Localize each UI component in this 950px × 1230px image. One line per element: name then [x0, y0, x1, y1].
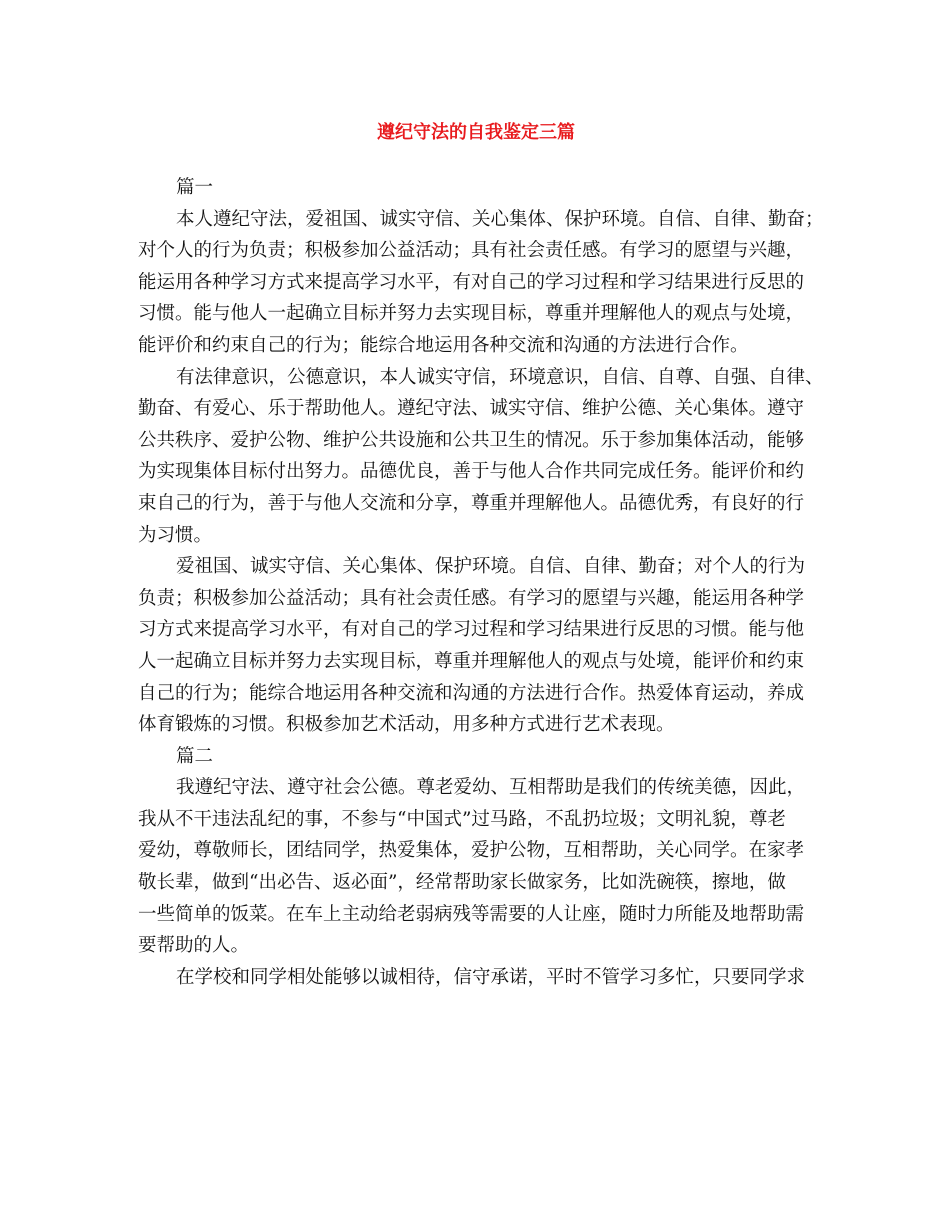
- text-line: 要帮助的人。: [138, 935, 250, 957]
- document-title: 遵纪守法的自我鉴定三篇: [377, 122, 575, 143]
- text-line: 我从不干违法乱纪的事，不参与“中国式”过马路，不乱扔垃圾；文明礼貌，尊老: [138, 808, 786, 830]
- text-line: 本人遵纪守法，爱祖国、诚实守信、关心集体、保护环境。自信、自律、勤奋；: [176, 208, 824, 230]
- text-line: 束自己的行为，善于与他人交流和分享，尊重并理解他人。品德优秀，有良好的行: [138, 492, 805, 514]
- text-line: 篇一: [176, 177, 214, 198]
- text-line: 在学校和同学相处能够以诚相待，信守承诺，平时不管学习多忙，只要同学求: [176, 966, 806, 988]
- text-line: 一些简单的饭菜。在车上主动给老弱病残等需要的人让座，随时力所能及地帮助需: [138, 903, 805, 925]
- text-line: 敬长辈，做到“出必告、返必面”，经常帮助家长做家务，比如洗碗筷，擦地，做: [138, 872, 786, 894]
- text-line: 人一起确立目标并努力去实现目标，尊重并理解他人的观点与处境，能评价和约束: [138, 650, 805, 672]
- text-line: 体育锻炼的习惯。积极参加艺术活动，用多种方式进行艺术表现。: [138, 714, 675, 736]
- text-line: 能评价和约束自己的行为；能综合地运用各种交流和沟通的方法进行合作。: [138, 334, 749, 356]
- document-body: [138, 172, 824, 993]
- text-line: 篇二: [176, 745, 214, 767]
- text-line: 爱幼，尊敬师长，团结同学，热爱集体，爱护公物，互相帮助，关心同学。在家孝: [138, 840, 805, 862]
- text-line: 我遵纪守法、遵守社会公德。尊老爱幼、互相帮助是我们的传统美德，因此，: [176, 777, 806, 799]
- text-line: 爱祖国、诚实守信、关心集体、保护环境。自信、自律、勤奋；对个人的行为: [176, 556, 806, 578]
- text-line: 习方式来提高学习水平，有对自己的学习过程和学习结果进行反思的习惯。能与他: [138, 619, 805, 641]
- document-page: [138, 118, 824, 993]
- text-line: 习惯。能与他人一起确立目标并努力去实现目标，尊重并理解他人的观点与处境，: [138, 303, 805, 325]
- text-line: 有法律意识，公德意识，本人诚实守信，环境意识，自信、自尊、自强、自律、: [176, 366, 824, 388]
- text-line: 为实现集体目标付出努力。品德优良，善于与他人合作共同完成任务。能评价和约: [138, 461, 805, 483]
- text-line: 勤奋、有爱心、乐于帮助他人。遵纪守法、诚实守信、维护公德、关心集体。遵守: [138, 398, 805, 420]
- text-line: 公共秩序、爱护公物、维护公共设施和公共卫生的情况。乐于参加集体活动，能够: [138, 429, 805, 451]
- text-line: 为习惯。: [138, 524, 213, 546]
- text-line: 能运用各种学习方式来提高学习水平，有对自己的学习过程和学习结果进行反思的: [138, 271, 805, 293]
- text-line: 对个人的行为负责；积极参加公益活动；具有社会责任感。有学习的愿望与兴趣，: [138, 240, 805, 262]
- text-line: 负责；积极参加公益活动；具有社会责任感。有学习的愿望与兴趣，能运用各种学: [138, 587, 805, 609]
- text-line: 自己的行为；能综合地运用各种交流和沟通的方法进行合作。热爱体育运动，养成: [138, 682, 805, 704]
